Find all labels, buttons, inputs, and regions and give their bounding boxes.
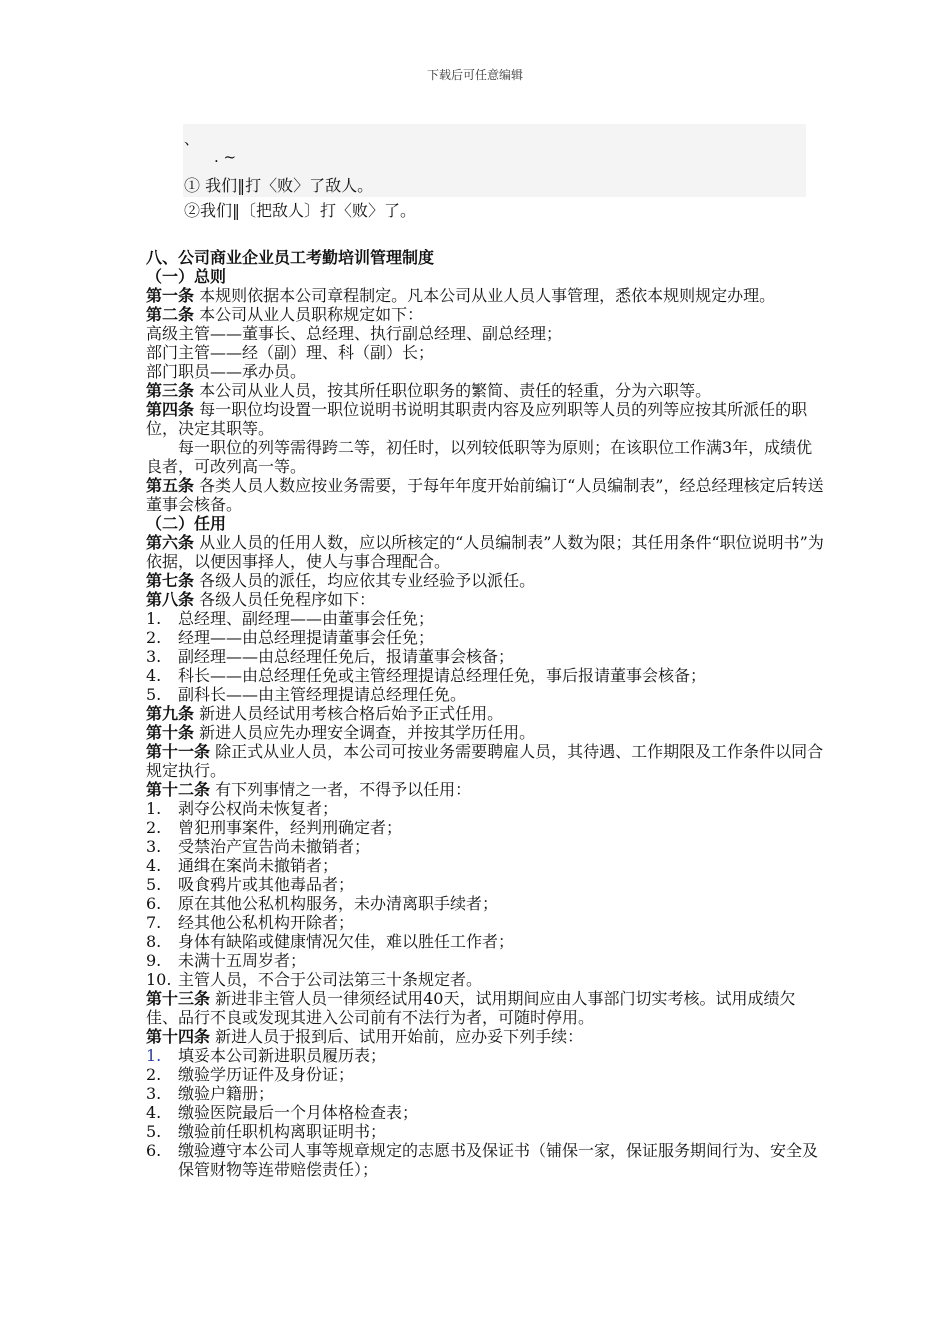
list-text: 未满十五周岁者； (178, 951, 307, 970)
list-text: 吸食鸦片或其他毒品者； (178, 875, 355, 894)
article-label: 第一条 (146, 286, 195, 305)
list-text: 缴验医院最后一个月体格检查表； (178, 1103, 419, 1122)
list-item (146, 799, 826, 818)
article-text: 新进人员于报到后、试用开始前，应办妥下列手续： (215, 1027, 584, 1046)
article-text: 各级人员的派任，均应依其专业经验予以派任。 (199, 571, 536, 590)
list-item (146, 1065, 826, 1084)
list-text: 缴验遵守本公司人事等规章规定的志愿书及保证书（铺保一家，保证服务期间行为、安全及保管财物等连带赔偿责任）； (178, 1141, 819, 1179)
article-text: 本公司从业人员职称规定如下： (199, 305, 424, 324)
article-text: 各类人员人数应按业务需要，于每年年度开始前编订“人员编制表”，经总经理核定后转送董事会核备。 (146, 476, 824, 514)
list-item (146, 875, 826, 894)
list-text: 原在其他公私机构服务，未办清离职手续者； (178, 894, 499, 913)
list-number: 1. (146, 1046, 162, 1065)
list-number: 3. (146, 1084, 162, 1103)
article-text: 新进人员经试用考核合格后始予正式任用。 (199, 704, 504, 723)
article (146, 286, 826, 305)
list-text: 副科长——由主管经理提请总经理任免。 (178, 685, 467, 704)
list-text: 缴验前任职机构离职证明书； (178, 1122, 387, 1141)
list-text: 主管人员，不合于公司法第三十条规定者。 (178, 970, 483, 989)
article-label: 第十条 (146, 723, 195, 742)
list-item (146, 894, 826, 913)
list-number: 3. (146, 837, 162, 856)
fragment-mark: 、 (184, 130, 200, 148)
article (146, 571, 826, 590)
list-number: 2. (146, 628, 162, 647)
list-text: 经理——由总经理提请董事会任免； (178, 628, 435, 647)
example-sentence-2: ②我们‖〔把敌人〕打〈败〉了。 (184, 201, 417, 220)
example-sentence-1: ① 我们‖打〈败〉了敌人。 (184, 176, 374, 195)
article (146, 590, 826, 609)
list-item (146, 837, 826, 856)
list-text: 身体有缺陷或健康情况欠佳，难以胜任工作者； (178, 932, 515, 951)
list-number: 1. (146, 799, 162, 818)
fragment-mark: . ~ (214, 148, 237, 166)
article-label: 第六条 (146, 533, 195, 552)
article (146, 305, 826, 324)
article-text: 本规则依据本公司章程制定。凡本公司从业人员人事管理，悉依本规则规定办理。 (199, 286, 776, 305)
article-text: 每一职位均设置一职位说明书说明其职责内容及应列职等人员的列等应按其所派任的职位，决定其职等。 (146, 400, 808, 438)
list-text: 受禁治产宣告尚未撤销者； (178, 837, 371, 856)
text-line: 高级主管——董事长、总经理、执行副总经理、副总经理； (146, 324, 563, 343)
list-text: 曾犯刑事案件，经判刑确定者； (178, 818, 403, 837)
article-label: 第十三条 (146, 989, 211, 1008)
article-text: 各级人员任免程序如下： (199, 590, 376, 609)
list-number: 6. (146, 894, 162, 913)
list-number: 5. (146, 685, 162, 704)
article-text: 有下列事情之一者，不得予以任用： (215, 780, 472, 799)
list-item (146, 1046, 826, 1065)
list-text: 经其他公私机构开除者； (178, 913, 355, 932)
list-text: 总经理、副经理——由董事会任免； (178, 609, 435, 628)
list-number: 5. (146, 1122, 162, 1141)
list-number: 4. (146, 856, 162, 875)
list-item (146, 951, 826, 970)
list-item (146, 1084, 826, 1103)
text-line: 部门职员——承办员。 (146, 362, 307, 381)
list-number: 2. (146, 1065, 162, 1084)
list-text: 通缉在案尚未撤销者； (178, 856, 339, 875)
list-item (146, 932, 826, 951)
list-number: 5. (146, 875, 162, 894)
text-line: 部门主管——经（副）理、科（副）长； (146, 343, 435, 362)
list-item (146, 685, 826, 704)
section-heading: （一）总则 (146, 267, 227, 286)
article-text: 从业人员的任用人数，应以所核定的“人员编制表”人数为限；其任用条件“职位说明书”为依据，以便因事择人，使人与事合理配合。 (146, 533, 824, 571)
list-number: 3. (146, 647, 162, 666)
list-item (146, 913, 826, 932)
list-number: 1. (146, 609, 162, 628)
article-label: 第十一条 (146, 742, 211, 761)
article-label: 第九条 (146, 704, 195, 723)
article (146, 1027, 826, 1046)
article (146, 723, 826, 742)
list-text: 填妥本公司新进职员履历表； (178, 1046, 387, 1065)
article-text: 除正式从业人员，本公司可按业务需要聘雇人员，其待遇、工作期限及工作条件以同合规定执行。 (146, 742, 824, 780)
list-text: 科长——由总经理任免或主管经理提请总经理任免，事后报请董事会核备； (178, 666, 707, 685)
article-label: 第十二条 (146, 780, 211, 799)
article (146, 704, 826, 723)
list-item (146, 647, 826, 666)
article-label: 第四条 (146, 400, 195, 419)
article (146, 780, 826, 799)
section-heading: （二）任用 (146, 514, 227, 533)
article (146, 742, 826, 780)
article (146, 533, 826, 571)
list-number: 8. (146, 932, 162, 951)
list-number: 6. (146, 1141, 162, 1160)
list-item (146, 1141, 826, 1179)
list-item (146, 609, 826, 628)
list-number: 4. (146, 666, 162, 685)
document-title: 八、公司商业企业员工考勤培训管理制度 (146, 248, 435, 267)
article-label: 第二条 (146, 305, 195, 324)
list-number: 2. (146, 818, 162, 837)
article-label: 第五条 (146, 476, 195, 495)
list-text: 缴验学历证件及身份证； (178, 1065, 355, 1084)
list-number: 7. (146, 913, 162, 932)
article (146, 476, 826, 514)
list-item (146, 818, 826, 837)
article (146, 381, 826, 400)
article-text: 新进非主管人员一律须经试用40天，试用期间应由人事部门切实考核。试用成绩欠佳、品行不良或发现其进入公司前有不法行为者，可随时停用。 (146, 989, 796, 1027)
article (146, 400, 826, 438)
paragraph: 每一职位的列等需得跨二等，初任时，以列较低职等为原则；在该职位工作满3年，成绩优良者，可改列高一等。 (146, 438, 813, 476)
list-number: 4. (146, 1103, 162, 1122)
article-label: 第七条 (146, 571, 195, 590)
article (146, 989, 826, 1027)
list-number: 9. (146, 951, 162, 970)
article-text: 新进人员应先办理安全调查，并按其学历任用。 (199, 723, 536, 742)
article-label: 第十四条 (146, 1027, 211, 1046)
page-header: 下载后可任意编辑 (426, 68, 523, 82)
list-text: 剥夺公权尚未恢复者； (178, 799, 339, 818)
article-text: 本公司从业人员，按其所任职位职务的繁简、责任的轻重，分为六职等。 (199, 381, 712, 400)
list-text: 缴验户籍册； (178, 1084, 275, 1103)
list-item (146, 1122, 826, 1141)
list-item (146, 1103, 826, 1122)
list-text: 副经理——由总经理任免后，报请董事会核备； (178, 647, 515, 666)
document-body (146, 248, 826, 1179)
list-number: 10. (146, 970, 172, 989)
article-label: 第三条 (146, 381, 195, 400)
list-item (146, 666, 826, 685)
list-item (146, 970, 826, 989)
article-label: 第八条 (146, 590, 195, 609)
list-item (146, 628, 826, 647)
list-item (146, 856, 826, 875)
